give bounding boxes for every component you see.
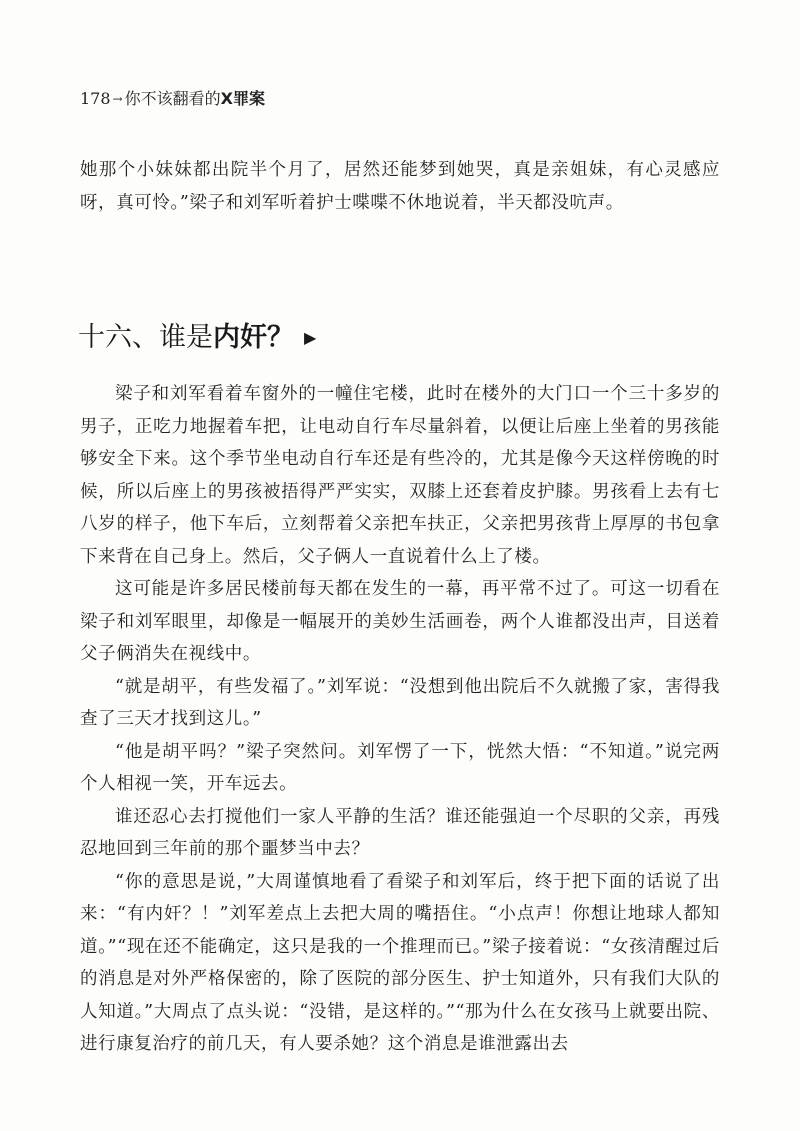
paragraph: 梁子和刘军看着车窗外的一幢住宅楼，此时在楼外的大门口一个三十多岁的男子，正吃力地握着车把，让电动自行车尽量斜着，以便让后座上坐着的男孩能够安全下来。这个季节坐电动自行车还是有些冷的，尤其是像今天这样傍晚的时候，所以后座上的男孩被捂得严严实实，双膝上还套着皮护膝。男孩看上去有七八岁的样子，他下车后，立刻帮着父亲把车扶正，父亲把男孩背上厚厚的书包拿下来背在自己身上。然后，父子俩人一直说着什么上了楼。 bbox=[80, 384, 720, 567]
paragraph: 她那个小妹妹都出院半个月了，居然还能梦到她哭，真是亲姐妹，有心灵感应呀，真可怜。”梁子和刘军听着护士喋喋不休地说着，半天都没吭声。 bbox=[80, 160, 720, 213]
play-icon: ▶ bbox=[304, 328, 317, 347]
paragraph: “他是胡平吗？”梁子突然问。刘军愣了一下，恍然大悟：“不知道。”说完两个人相视一笑，开车远去。 bbox=[80, 741, 720, 794]
paragraph: “你的意思是说，”大周谨慎地看了看梁子和刘军后，终于把下面的话说了出来：“有内奸？！”刘军差点上去把大周的嘴捂住。“小点声！你想让地球人都知道。”“现在还不能确定，这只是我的一个推理而已。”梁子接着说：“女孩清醒过后的消息是对外严格保密的，除了医院的部分医生、护士知道外，只有我们大队的人知道。”大周点了点头说：“没错，是这样的。”“那为什么在女孩马上就要出院、进行康复治疗的前几天，有人要杀她？这个消息是谁泄露出去 bbox=[80, 871, 720, 1054]
paragraph: 谁还忍心去打搅他们一家人平静的生活？谁还能强迫一个尽职的父亲，再残忍地回到三年前的那个噩梦当中去？ bbox=[80, 806, 720, 859]
section-title-bold: 内奸？ bbox=[213, 322, 294, 353]
running-header bbox=[80, 88, 265, 110]
paragraph: 这可能是许多居民楼前每天都在发生的一幕，再平常不过了。可这一切看在梁子和刘军眼里，却像是一幅展开的美妙生活画卷，两个人谁都没出声，目送着父子俩消失在视线中。 bbox=[80, 579, 720, 664]
continuation-text bbox=[80, 154, 720, 219]
section-number: 十六、谁是 bbox=[78, 322, 213, 353]
main-text bbox=[80, 378, 720, 1061]
book-title: 你不该翻看的 bbox=[124, 89, 221, 108]
book-title-bold: X罪案 bbox=[220, 89, 265, 108]
arrow-icon: → bbox=[112, 92, 123, 106]
page-number: 178 bbox=[80, 89, 111, 108]
paragraph: “就是胡平，有些发福了。”刘军说：“没想到他出院后不久就搬了家，害得我查了三天才找到这儿。” bbox=[80, 676, 720, 729]
section-heading bbox=[78, 318, 316, 358]
